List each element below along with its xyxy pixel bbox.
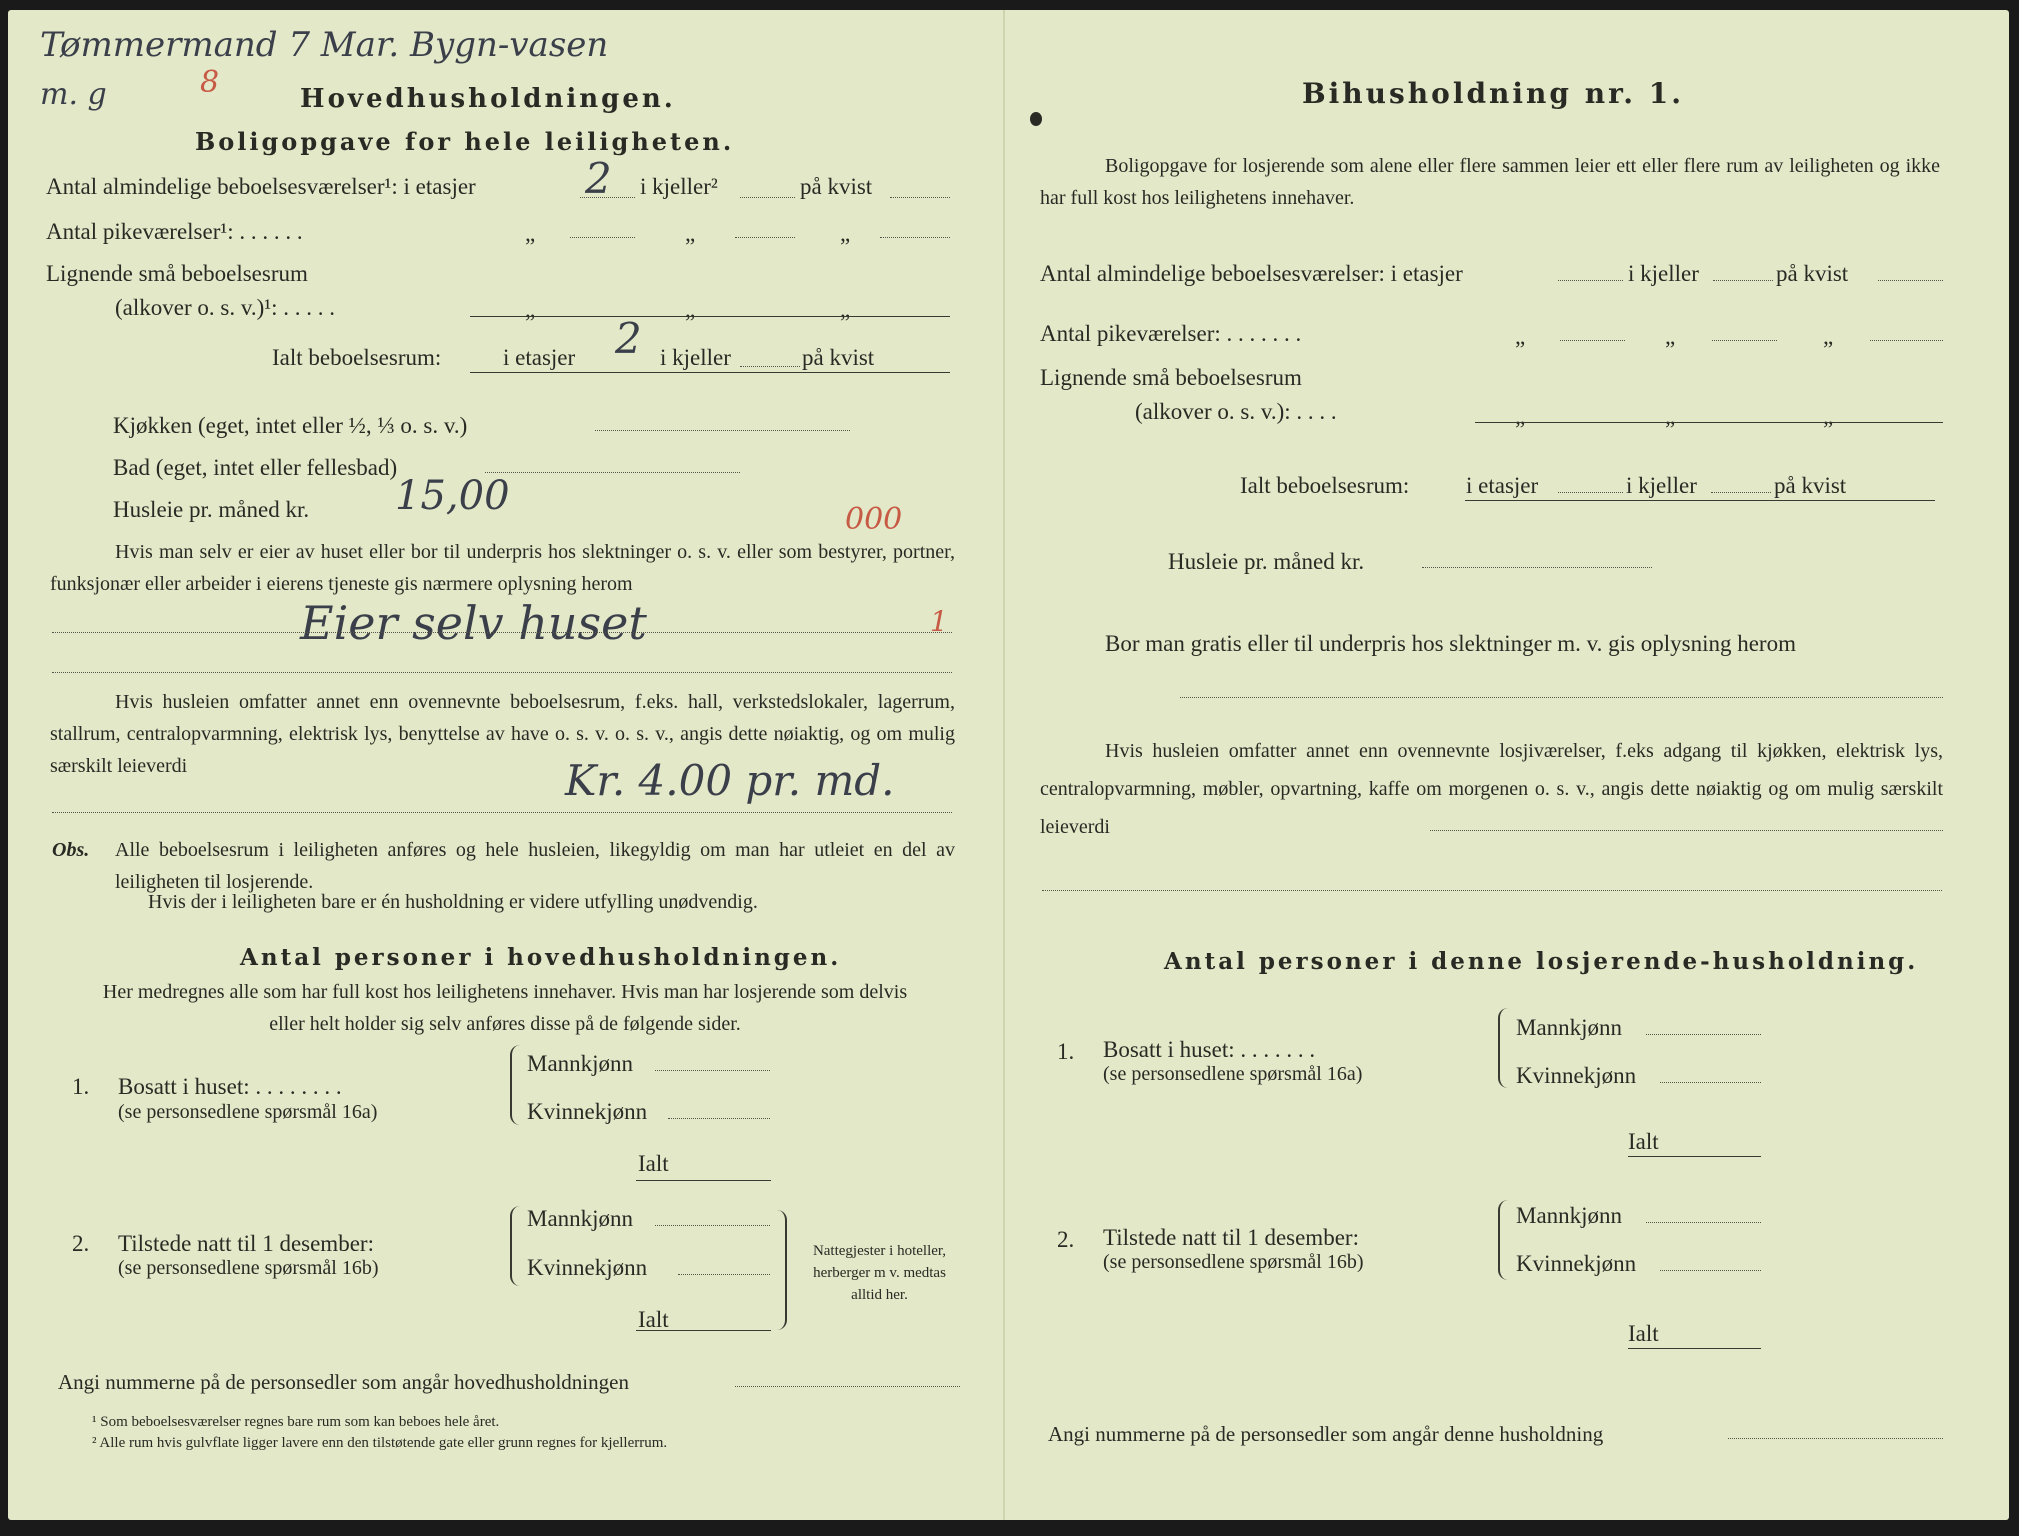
- left-title: Hovedhusholdningen.: [300, 84, 676, 114]
- q2-label: Tilstede natt til 1 desember:: [118, 1231, 374, 1256]
- alkove-underline: [470, 316, 950, 317]
- rooms-etasjer-field[interactable]: [580, 197, 635, 198]
- ialt-kvist-label: på kvist: [802, 345, 875, 370]
- r-q1-kvinne-label: Kvinnekjønn: [1516, 1063, 1637, 1088]
- q2-ialt-label: Ialt: [638, 1307, 669, 1332]
- pike-kjeller-field[interactable]: [735, 237, 795, 238]
- ditto-mark: „: [840, 297, 851, 322]
- ialt-label: Ialt beboelsesrum:: [272, 345, 442, 370]
- handwritten-occupation: Tømmermand 7 Mar. Bygn-vasen: [40, 25, 609, 65]
- r-husleie-field[interactable]: [1422, 567, 1652, 568]
- husleie-value[interactable]: 15,00: [395, 473, 510, 519]
- q1-ialt-label: Ialt: [638, 1151, 669, 1176]
- r-rooms-kvist-field[interactable]: [1878, 280, 1943, 281]
- r-alkove-underline: [1475, 422, 1943, 423]
- r-pike-label: Antal pikeværelser: . . . . . . .: [1040, 321, 1302, 346]
- omfatter-answer[interactable]: Kr. 4.00 pr. md.: [565, 756, 895, 805]
- r-ialt-kvist-label: på kvist: [1774, 473, 1847, 498]
- ditto-mark: „: [840, 221, 851, 246]
- selv-eier-red-mark: 1: [930, 605, 948, 638]
- r-gratis-text: Bor man gratis eller til underpris hos slektninger m. v. gis oplysning herom: [1105, 631, 1796, 656]
- r-q2-mann-label: Mannkjønn: [1516, 1203, 1623, 1228]
- rooms-kvist-field[interactable]: [890, 197, 950, 198]
- angi-label: Angi nummerne på de personsedler som angår hovedhusholdningen: [58, 1370, 629, 1394]
- nattegjester-note: Nattegjester i hoteller, herberger m v. medtas alltid her.: [812, 1243, 947, 1303]
- r-omfatter-text: Hvis husleien omfatter annet enn ovennevnte losjiværelser, f.eks adgang til kjøkken, elektrisk lys, centralopvarmning, møbler, opvartning, kaffe om morgenen o. s. v., angis dette nøiaktig og om mulig særskilt leieverdi: [1040, 740, 1943, 838]
- q1-ialt-field[interactable]: [636, 1180, 771, 1181]
- alkove-sub-label: (alkover o. s. v.)¹: . . . . .: [115, 295, 336, 320]
- q1-sub: (se personsedlene spørsmål 16a): [118, 1101, 378, 1123]
- r-rooms-kjeller-label: i kjeller: [1628, 261, 1699, 286]
- q2-brace: [510, 1206, 522, 1286]
- r-omfatter-field[interactable]: [1430, 830, 1943, 831]
- r-q1-number: 1.: [1057, 1039, 1075, 1064]
- footnote-1: ¹ Som beboelsesværelser regnes bare rum som kan beboes hele året.: [92, 1414, 500, 1430]
- obs-label: Obs.: [52, 839, 90, 861]
- r-ialt-etasjer-field[interactable]: [1558, 492, 1623, 493]
- q1-label: Bosatt i huset: . . . . . . . .: [118, 1074, 342, 1099]
- r-q1-ialt-label: Ialt: [1628, 1129, 1659, 1154]
- rooms-kvist-label: på kvist: [800, 174, 873, 199]
- r-q1-mann-label: Mannkjønn: [1516, 1015, 1623, 1040]
- r-q2-mann-field[interactable]: [1646, 1222, 1761, 1223]
- husleie-label: Husleie pr. måned kr.: [113, 497, 310, 522]
- left-subtitle: Boligopgave for hele leiligheten.: [195, 127, 735, 156]
- rooms-etasjer-value[interactable]: 2: [585, 154, 612, 203]
- bad-field[interactable]: [485, 472, 740, 473]
- q1-brace: [510, 1045, 522, 1125]
- right-title: Bihusholdning nr. 1.: [1302, 77, 1684, 110]
- r-q2-label: Tilstede natt til 1 desember:: [1103, 1225, 1359, 1250]
- q2-mann-label: Mannkjønn: [527, 1206, 634, 1231]
- r-ialt-etasjer-label: i etasjer: [1466, 473, 1539, 498]
- r-ialt-underline: [1465, 500, 1935, 501]
- r-pike-kvist-field[interactable]: [1870, 340, 1943, 341]
- ditto-mark: „: [525, 297, 536, 322]
- q1-mann-field[interactable]: [655, 1070, 770, 1071]
- r-rooms-label: Antal almindelige beboelsesværelser: i etasjer: [1040, 261, 1463, 286]
- kjokken-field[interactable]: [595, 430, 850, 431]
- r-alkove-sub-label: (alkover o. s. v.): . . . .: [1135, 399, 1337, 424]
- r-gratis-field[interactable]: [1180, 697, 1943, 698]
- r-q2-brace: [1498, 1200, 1510, 1280]
- r-q1-mann-field[interactable]: [1646, 1034, 1761, 1035]
- r-ialt-kjeller-label: i kjeller: [1626, 473, 1697, 498]
- ditto-mark: „: [525, 221, 536, 246]
- r-q1-kvinne-field[interactable]: [1660, 1082, 1761, 1083]
- q1-kvinne-label: Kvinnekjønn: [527, 1099, 648, 1124]
- r-ialt-kjeller-field[interactable]: [1711, 492, 1771, 493]
- nattegjester-brace: [773, 1210, 787, 1330]
- ditto-mark: „: [1823, 404, 1834, 429]
- r-q1-sub: (se personsedlene spørsmål 16a): [1103, 1063, 1363, 1085]
- antal-title: Antal personer i hovedhusholdningen.: [240, 944, 842, 971]
- q1-mann-label: Mannkjønn: [527, 1051, 634, 1076]
- r-q2-number: 2.: [1057, 1227, 1075, 1252]
- ialt-etasjer-label: i etasjer: [503, 345, 576, 370]
- right-intro: Boligopgave for losjerende som alene eller flere sammen leier ett eller flere rum av leiligheten og ikke har full kost hos leilighetens innehaver.: [1040, 155, 1940, 209]
- page-fold: [1003, 10, 1005, 1520]
- selv-eier-line-2: [52, 672, 952, 673]
- selv-eier-text: Hvis man selv er eier av huset eller bor til underpris hos slektninger o. s. v. eller som bestyrer, portner, funksjonær eller arbeider i eierens tjeneste gis nærmere oplysning herom: [50, 541, 955, 595]
- r-husleie-label: Husleie pr. måned kr.: [1168, 549, 1365, 574]
- q2-number: 2.: [72, 1231, 90, 1256]
- r-rooms-kjeller-field[interactable]: [1713, 280, 1773, 281]
- angi-field[interactable]: [735, 1386, 960, 1387]
- handwritten-ref-number: 8: [200, 65, 220, 100]
- q2-kvinne-label: Kvinnekjønn: [527, 1255, 648, 1280]
- ditto-mark: „: [1515, 324, 1526, 349]
- handwritten-ref: m. g: [40, 77, 107, 112]
- omfatter-line: [52, 812, 952, 813]
- ialt-kjeller-label: i kjeller: [660, 345, 731, 370]
- footnote-2: ² Alle rum hvis gulvflate ligger lavere enn den tilstøtende gate eller grunn regnes for kjellerrum.: [92, 1435, 668, 1451]
- pike-label: Antal pikeværelser¹: . . . . . .: [46, 219, 303, 244]
- r-angi-label: Angi nummerne på de personsedler som angår denne husholdning: [1048, 1422, 1604, 1446]
- r-antal-title: Antal personer i denne losjerende-husholdning.: [1164, 948, 1919, 975]
- r-q2-kvinne-label: Kvinnekjønn: [1516, 1251, 1637, 1276]
- q2-kvinne-field[interactable]: [678, 1274, 770, 1275]
- ditto-mark: „: [685, 221, 696, 246]
- bad-label: Bad (eget, intet eller fellesbad): [113, 455, 398, 480]
- ditto-mark: „: [685, 297, 696, 322]
- rooms-label: Antal almindelige beboelsesværelser¹: i etasjer: [46, 174, 476, 199]
- obs-text: Alle beboelsesrum i leiligheten anføres og hele husleien, likegyldig om man har utleiet en del av leiligheten til losjerende.: [115, 839, 955, 893]
- r-q1-label: Bosatt i huset: . . . . . . .: [1103, 1037, 1316, 1062]
- r-q2-kvinne-field[interactable]: [1660, 1270, 1761, 1271]
- r-pike-etasjer-field[interactable]: [1560, 340, 1625, 341]
- r-rooms-kvist-label: på kvist: [1776, 261, 1849, 286]
- r-rooms-etasjer-field[interactable]: [1558, 280, 1623, 281]
- selv-eier-answer[interactable]: Eier selv huset: [300, 596, 647, 650]
- q2-sub: (se personsedlene spørsmål 16b): [118, 1257, 379, 1279]
- ditto-mark: „: [1665, 324, 1676, 349]
- alkove-label: Lignende små beboelsesrum: [46, 261, 308, 286]
- r-q2-ialt-field[interactable]: [1628, 1348, 1761, 1349]
- husleie-red-mark: 000: [845, 502, 903, 537]
- q1-kvinne-field[interactable]: [668, 1118, 770, 1119]
- r-ialt-label: Ialt beboelsesrum:: [1240, 473, 1410, 498]
- r-pike-kjeller-field[interactable]: [1712, 340, 1777, 341]
- r-q1-ialt-field[interactable]: [1628, 1156, 1761, 1157]
- antal-text: Her medregnes alle som har full kost hos leilighetens innehaver. Hvis man har losjerende som delvis eller helt holder sig selv anføres disse på de følgende sider.: [102, 981, 908, 1035]
- selv-eier-line-1: [52, 632, 952, 633]
- rooms-kjeller-field[interactable]: [740, 197, 795, 198]
- ialt-kjeller-field[interactable]: [740, 366, 800, 367]
- rooms-kjeller-label: i kjeller²: [640, 174, 718, 199]
- ink-spot: [1030, 112, 1042, 126]
- r-angi-field[interactable]: [1728, 1438, 1943, 1439]
- r-q2-sub: (se personsedlene spørsmål 16b): [1103, 1251, 1364, 1273]
- r-alkove-label: Lignende små beboelsesrum: [1040, 365, 1302, 390]
- ialt-underline: [470, 372, 950, 373]
- ditto-mark: „: [1515, 404, 1526, 429]
- r-q2-ialt-label: Ialt: [1628, 1321, 1659, 1346]
- pike-etasjer-field[interactable]: [570, 237, 635, 238]
- ditto-mark: „: [1665, 404, 1676, 429]
- pike-kvist-field[interactable]: [880, 237, 950, 238]
- q1-number: 1.: [72, 1074, 90, 1099]
- omfatter-text: Hvis husleien omfatter annet enn ovennevnte beboelsesrum, f.eks. hall, verkstedslokaler, lagerrum, stallrum, centralopvarmning, elektrisk lys, benyttelse av have o. s. v. o. s. v., angis dette nøiaktig, og om mulig særskilt leieverdi: [50, 691, 955, 777]
- ialt-etasjer-value[interactable]: 2: [615, 314, 642, 363]
- q2-mann-field[interactable]: [655, 1225, 770, 1226]
- r-omfatter-line: [1042, 890, 1942, 891]
- obs-text-2: Hvis der i leiligheten bare er én husholdning er videre utfylling unødvendig.: [148, 891, 758, 913]
- q2-ialt-field[interactable]: [636, 1330, 771, 1331]
- kjokken-label: Kjøkken (eget, intet eller ½, ⅓ o. s. v.): [113, 413, 468, 438]
- ditto-mark: „: [1823, 324, 1834, 349]
- r-q1-brace: [1498, 1008, 1510, 1088]
